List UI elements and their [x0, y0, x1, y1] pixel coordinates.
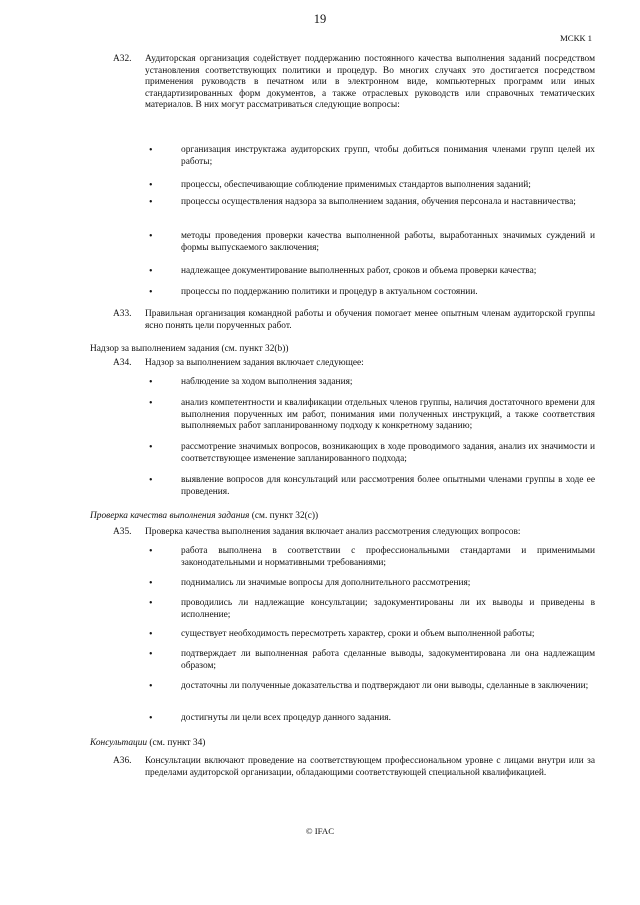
- bullet-icon: •: [149, 398, 153, 409]
- list-item-text: методы проведения проверки качества выполненной работы, выработанных значимых суждений и формы выпускаемого заключения;: [181, 231, 595, 253]
- paragraph-label: A35.: [113, 527, 132, 537]
- bullet-icon: •: [149, 681, 153, 692]
- bullet-icon: •: [149, 197, 153, 208]
- doc-code: МСКК 1: [559, 33, 592, 43]
- list-item: [148, 398, 595, 433]
- paragraph-label: A32.: [113, 54, 132, 64]
- bullet-icon: •: [149, 287, 153, 298]
- paragraph-a35: [113, 527, 595, 539]
- list-item-text: достаточны ли полученные доказательства и подтверждают ли они выводы, сделанные в заключении;: [181, 681, 589, 691]
- paragraph-label: A33.: [113, 309, 132, 319]
- paragraph-a32: [113, 54, 595, 112]
- bullet-icon: •: [149, 629, 153, 640]
- list-item: [148, 475, 595, 498]
- paragraph-text: Аудиторская организация содействует поддержанию постоянного качества выполнения заданий посредством установления соответствующих политики и процедур. Во многих случаях это достигается посредством применения руководств в печатном или в электронном виде, компьютерных программ или иных стандартизированных форм документов, а также отраслевых руководств или справочных тематических материалов. В них могут рассматриваться следующие вопросы:: [145, 54, 595, 111]
- heading-rest: (см. пункт 34): [147, 738, 206, 748]
- bullet-icon: •: [149, 713, 153, 724]
- heading-italic: Проверка качества выполнения задания: [90, 511, 250, 521]
- list-item-text: выявление вопросов для консультаций или рассмотрения более опытными членами группы в ходе ее проведения.: [181, 475, 595, 497]
- list-item: [148, 266, 595, 278]
- list-item-text: наблюдение за ходом выполнения задания;: [181, 377, 353, 387]
- paragraph-a33: [113, 309, 595, 332]
- bullet-icon: •: [149, 180, 153, 191]
- section-heading-supervision: Надзор за выполнением задания (см. пункт 32(b)): [90, 344, 289, 354]
- list-item-text: рассмотрение значимых вопросов, возникающих в ходе проводимого задания, анализ их значимости и соответствующее изменение запланированного подхода;: [181, 442, 595, 464]
- list-item: [148, 180, 595, 192]
- list-item: [148, 598, 595, 621]
- section-heading-consult: [90, 738, 205, 750]
- paragraph-label: A34.: [113, 358, 132, 368]
- list-item-text: процессы по поддержанию политики и процедур в актуальном состоянии.: [181, 287, 478, 297]
- list-item-text: достигнуты ли цели всех процедур данного задания.: [181, 713, 391, 723]
- bullet-icon: •: [149, 231, 153, 242]
- paragraph-text: Надзор за выполнением задания включает следующее:: [145, 358, 364, 368]
- list-item: [148, 713, 595, 725]
- list-item-text: существует необходимость пересмотреть характер, сроки и объем выполненной работы;: [181, 629, 535, 639]
- list-item-text: поднимались ли значимые вопросы для дополнительного рассмотрения;: [181, 578, 471, 588]
- paragraph-label: A36.: [113, 756, 132, 766]
- section-heading-review: [90, 511, 318, 523]
- list-item: [148, 197, 595, 209]
- bullet-icon: •: [149, 266, 153, 277]
- list-item: [148, 629, 595, 641]
- bullet-icon: •: [149, 442, 153, 453]
- list-item: [148, 546, 595, 569]
- paragraph-text: Консультации включают проведение на соответствующем профессиональном уровне с лицами внутри или за пределами аудиторской организации, обладающими соответствующей специальной квалификацией.: [145, 756, 595, 778]
- list-item-text: анализ компетентности и квалификации отдельных членов группы, наличия достаточного времени для выполнения порученных им работ, понимания ими полученных инструкций, а также соответствия выполняемых работ запланированному подходу к конкретному заданию;: [181, 398, 595, 432]
- bullet-icon: •: [149, 377, 153, 388]
- list-item-text: процессы, обеспечивающие соблюдение применимых стандартов выполнения заданий;: [181, 180, 531, 190]
- bullet-icon: •: [149, 578, 153, 589]
- bullet-icon: •: [149, 475, 153, 486]
- list-item: [148, 442, 595, 465]
- paragraph-a34: [113, 358, 595, 370]
- heading-rest: (см. пункт 32(c)): [249, 511, 319, 521]
- list-item: [148, 287, 595, 299]
- list-item-text: подтверждает ли выполненная работа сделанные выводы, задокументирована ли она надлежащим образом;: [181, 649, 595, 671]
- bullet-icon: •: [149, 598, 153, 609]
- list-item: [148, 231, 595, 254]
- page-number: 19: [313, 12, 327, 26]
- list-item: [148, 377, 595, 389]
- paragraph-text: Проверка качества выполнения задания включает анализ рассмотрения следующих вопросов:: [145, 527, 521, 537]
- paragraph-a36: [113, 756, 595, 779]
- list-item: [148, 578, 595, 590]
- bullet-icon: •: [149, 649, 153, 660]
- list-item-text: работа выполнена в соответствии с профессиональными стандартами и применимыми законодательными и нормативными требованиями;: [181, 546, 595, 568]
- list-item: [148, 145, 595, 168]
- heading-italic: Консультации: [90, 738, 148, 748]
- footer-copyright: © IFAC: [305, 826, 335, 836]
- list-item-text: организация инструктажа аудиторских групп, чтобы добиться понимания членами групп целей их работы;: [181, 145, 595, 167]
- bullet-icon: •: [149, 546, 153, 557]
- paragraph-text: Правильная организация командной работы и обучения помогает менее опытным членам аудиторской группы ясно понять цели порученных работ.: [145, 309, 595, 331]
- list-item: [148, 681, 595, 693]
- list-item-text: надлежащее документирование выполненных работ, сроков и объема проверки качества;: [181, 266, 537, 276]
- bullet-icon: •: [149, 145, 153, 156]
- list-item-text: процессы осуществления надзора за выполнением задания, обучения персонала и наставничества;: [181, 197, 576, 207]
- list-item-text: проводились ли надлежащие консультации; задокументированы ли их выводы и приведены в исполнение;: [181, 598, 595, 620]
- list-item: [148, 649, 595, 672]
